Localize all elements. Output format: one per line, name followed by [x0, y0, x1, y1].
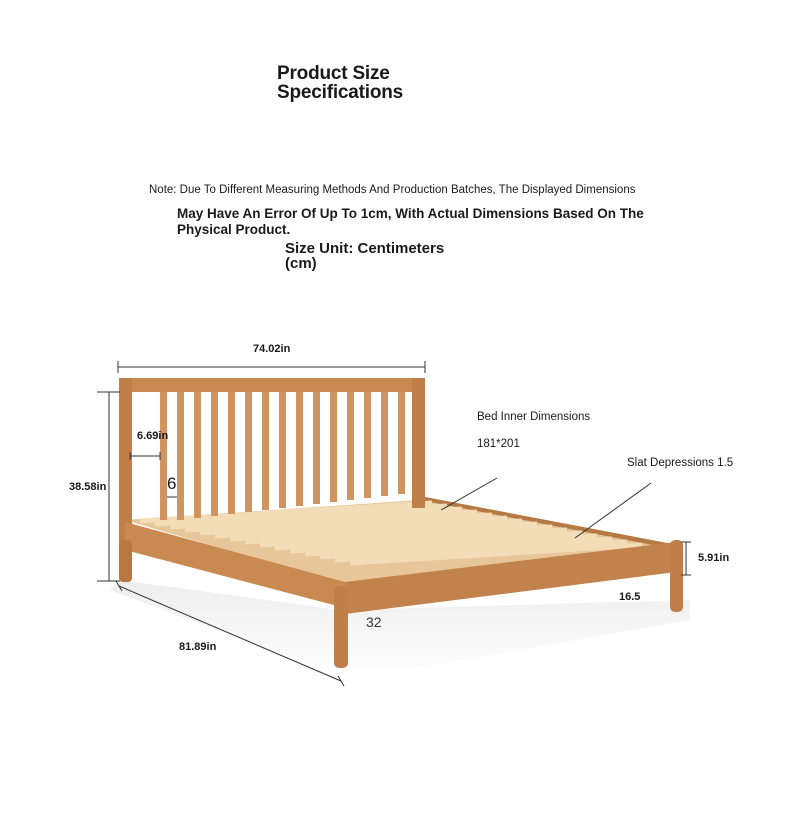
- title-line-2: Specifications: [277, 82, 404, 103]
- note-line-2: May Have An Error Of Up To 1cm, With Actual Dimensions Based On The: [177, 206, 644, 221]
- note-line-1: Note: Due To Different Measuring Methods And Production Batches, The Displayed Dimensions: [149, 184, 636, 196]
- length-dimension: 81.89in: [179, 641, 217, 653]
- small-gap-dimension: 6: [167, 474, 177, 493]
- inner-dimensions-label: Bed Inner Dimensions: [477, 411, 591, 423]
- note-line-3: Physical Product.: [177, 222, 291, 237]
- under-bed-dimension: 32: [366, 614, 382, 630]
- leg-front-right: [670, 540, 683, 612]
- rail-height-dimension: 5.91in: [698, 552, 730, 564]
- leg-back-left: [119, 540, 132, 582]
- height-dimension: 38.58in: [69, 481, 107, 493]
- inner-dimensions-value: 181*201: [477, 438, 520, 450]
- size-unit-line-1: Size Unit: Centimeters: [285, 240, 445, 257]
- leg-height-dimension: 16.5: [619, 591, 641, 603]
- size-unit-line-2: (cm): [285, 255, 317, 272]
- title-line-1: Product Size: [277, 63, 390, 84]
- leg-front-left: [334, 586, 348, 668]
- slat-depression-label: Slat Depressions 1.5: [627, 457, 734, 469]
- width-dimension: 74.02in: [253, 343, 291, 355]
- slat-gap-dimension: 6.69in: [137, 430, 169, 442]
